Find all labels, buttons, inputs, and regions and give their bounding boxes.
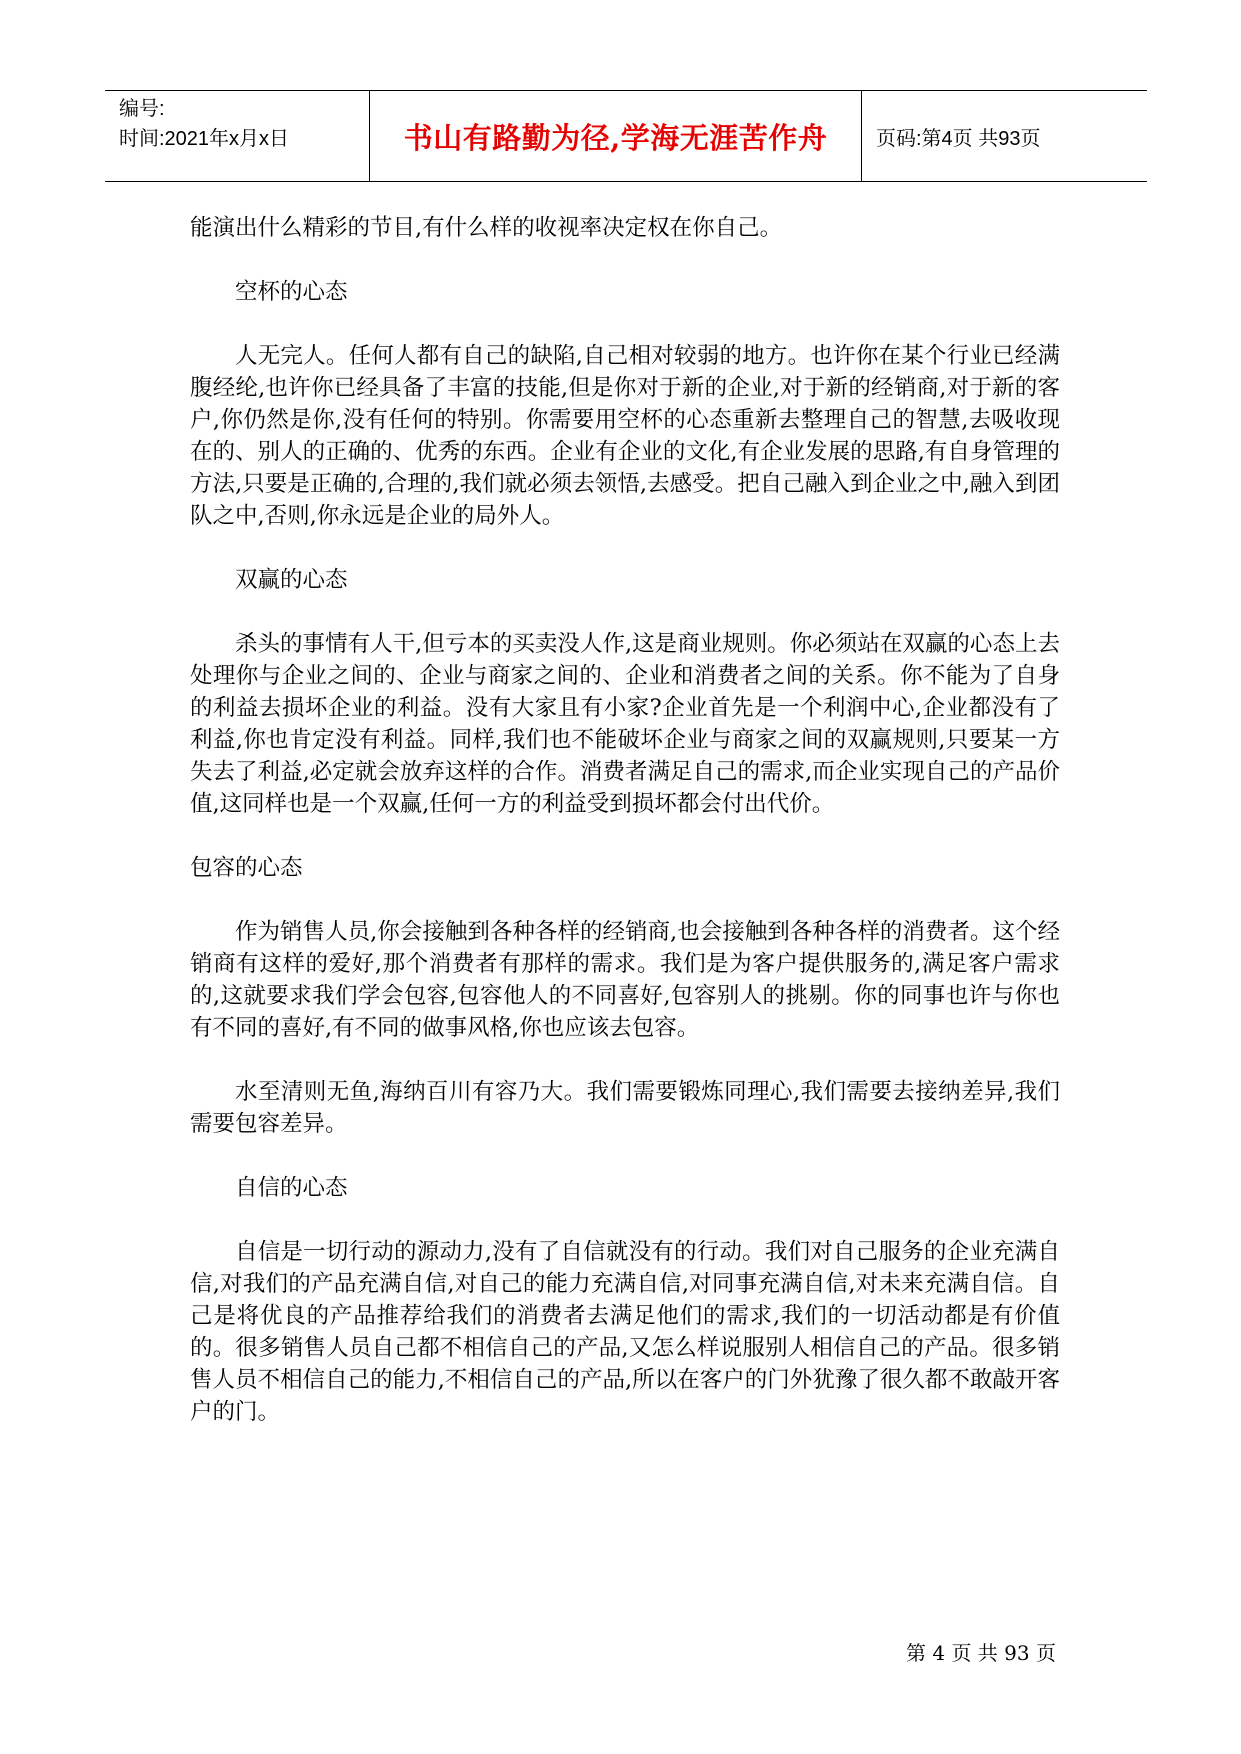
header-motto: 书山有路勤为径,学海无涯苦作舟 (370, 91, 862, 181)
header-page-number: 页码:第4页 共93页 (876, 127, 1041, 150)
paragraph: 水至清则无鱼,海纳百川有容乃大。我们需要锻炼同理心,我们需要去接纳差异,我们需要包容差异。 (190, 1079, 1060, 1137)
section-heading-tolerance: 包容的心态 (190, 855, 303, 881)
section-heading-confidence: 自信的心态 (235, 1175, 348, 1201)
time-label: 时间:2021年x月x日 (119, 128, 290, 150)
section-heading-win-win: 双赢的心态 (235, 567, 348, 593)
page-header (105, 90, 1147, 182)
page-footer: 第 4 页 共 93 页 (906, 1641, 1056, 1665)
paragraph: 人无完人。任何人都有自己的缺陷,自己相对较弱的地方。也许你在某个行业已经满腹经纶,也许你已经具备了丰富的技能,但是你对于新的企业,对于新的经销商,对于新的客户,你仍然是你,没有任何的特别。你需要用空杯的心态重新去整理自己的智慧,去吸收现在的、别人的正确的、优秀的东西。企业有企业的文化,有企业发展的思路,有自身管理的方法,只要是正确的,合理的,我们就必须去领悟,去感受。把自己融入到企业之中,融入到团队之中,否则,你永远是企业的局外人。 (190, 343, 1060, 529)
header-info-cell (105, 91, 370, 181)
paragraph: 作为销售人员,你会接触到各种各样的经销商,也会接触到各种各样的消费者。这个经销商有这样的爱好,那个消费者有那样的需求。我们是为客户提供服务的,满足客户需求的,这就要求我们学会包容,包容他人的不同喜好,包容别人的挑剔。你的同事也许与你也有不同的喜好,有不同的做事风格,你也应该去包容。 (190, 919, 1060, 1041)
serial-number-label: 编号: (119, 98, 165, 120)
paragraph: 杀头的事情有人干,但亏本的买卖没人作,这是商业规则。你必须站在双赢的心态上去处理你与企业之间的、企业与商家之间的、企业和消费者之间的关系。你不能为了自身的利益去损坏企业的利益。没有大家且有小家?企业首先是一个利润中心,企业都没有了利益,你也肯定没有利益。同样,我们也不能破坏企业与商家之间的双赢规则,只要某一方失去了利益,必定就会放弃这样的合作。消费者满足自己的需求,而企业实现自己的产品价值,这同样也是一个双赢,任何一方的利益受到损坏都会付出代价。 (190, 631, 1060, 817)
paragraph: 自信是一切行动的源动力,没有了自信就没有的行动。我们对自己服务的企业充满自信,对我们的产品充满自信,对自己的能力充满自信,对同事充满自信,对未来充满自信。自己是将优良的产品推荐给我们的消费者去满足他们的需求,我们的一切活动都是有价值的。很多销售人员自己都不相信自己的产品,又怎么样说服别人相信自己的产品。很多销售人员不相信自己的能力,不相信自己的产品,所以在客户的门外犹豫了很久都不敢敲开客户的门。 (190, 1239, 1060, 1425)
document-body (190, 212, 1060, 1460)
paragraph-continuation: 能演出什么精彩的节目,有什么样的收视率决定权在你自己。 (190, 215, 783, 241)
section-heading-empty-cup: 空杯的心态 (235, 279, 348, 305)
